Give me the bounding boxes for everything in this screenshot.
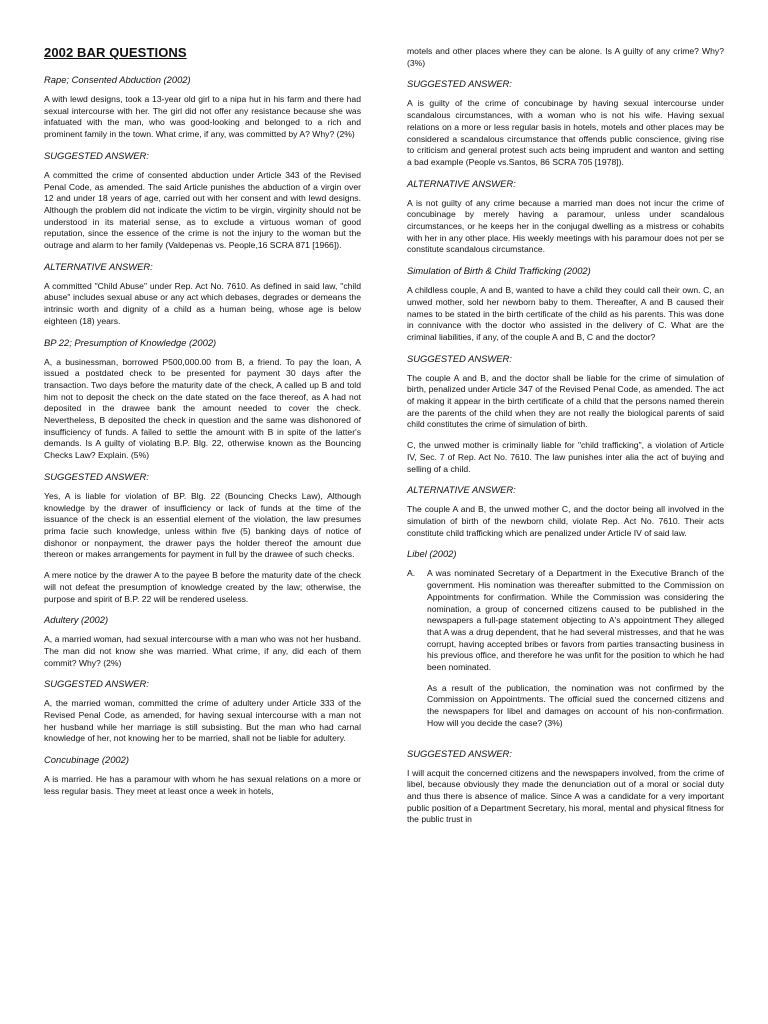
section-heading: ALTERNATIVE ANSWER: bbox=[44, 260, 153, 272]
section-heading: SUGGESTED ANSWER: bbox=[44, 149, 149, 161]
section-heading: BP 22; Presumption of Knowledge (2002) bbox=[44, 336, 217, 348]
list-marker: A. bbox=[407, 568, 416, 579]
paragraph: A childless couple, A and B, wanted to have a child they could call their own. C, an unwed mother, sold her newborn baby to them. Thereafter, A and B caused their names to be stated in the birth certificate of the child as his parents. This was done in connivance with the doctor who assisted in the delivery of C. What are the criminal liabilities, if any, of the couple A and B, C and the doctor? bbox=[407, 285, 724, 342]
section-heading: Adultery (2002) bbox=[44, 614, 109, 626]
paragraph: A committed "Child Abuse" under Rep. Act No. 7610. As defined in said law, "child abuse" includes sexual abuse or any act which debases, degrades or demeans the intrinsic worth and dignity of a child as a human being, whose age is below eighteen (18) years. bbox=[44, 280, 361, 326]
paragraph: Yes, A is liable for violation of BP. Blg. 22 (Bouncing Checks Law), Although knowledge by the drawer of insufficiency or lack of funds at the time of the issuance of the check is an essential element of the violation, the law presumes prima facie such knowledge, unless within five (5) banking days of notice of dishonor or nonpayment, the drawer pays the holder thereof the amount due thereon or makes arrangements for payment in full by the drawee of such checks. bbox=[44, 490, 361, 560]
section-heading: SUGGESTED ANSWER: bbox=[407, 78, 512, 90]
section-heading: Rape; Consented Abduction (2002) bbox=[44, 74, 191, 85]
section-heading: SUGGESTED ANSWER: bbox=[44, 678, 149, 690]
right-flow bbox=[407, 46, 724, 826]
page-title: 2002 BAR QUESTIONS bbox=[44, 45, 187, 60]
paragraph: I will acquit the concerned citizens and the newspapers involved, from the crime of libel, because obviously they made the denunciation out of a moral or social duty and thus there is absence of malice. Since A was a candidate for a very important public position of a Department Secretary, his moral, mental and physical fitness for the public trust in bbox=[407, 767, 725, 825]
list-item bbox=[407, 568, 724, 738]
paragraph: C, the unwed mother is criminally liable for "child trafficking", a violation of Article IV, Sec. 7 of Rep. Act No. 7610. The law punishes inter alia the act of buying and selling of a child. bbox=[407, 440, 724, 474]
list-item-body bbox=[427, 568, 724, 738]
paragraph: A, a married woman, had sexual intercourse with a man who was not her husband. The man did not know she was married. What crime, if any, did each of them commit? Why? (2%) bbox=[44, 634, 361, 668]
section-heading: Concubinage (2002) bbox=[44, 754, 129, 766]
paragraph: motels and other places where they can be alone. Is A guilty of any crime? Why? (3%) bbox=[407, 46, 724, 68]
paragraph: A with lewd designs, took a 13-year old girl to a nipa hut in his farm and there had sexual intercourse with her. The girl did not offer any resistance because she was infatuated with the man, who was good-looking and belonged to a rich and prominent family in the town. What crime, if any, was committed by A? Why? (2%) bbox=[44, 94, 361, 140]
paragraph: The couple A and B, the unwed mother C, and the doctor being all involved in the simulation of birth of the newborn child, violate Rep. Act No. 7610. Their acts constitute child trafficking which are penalized under Article IV of said law. bbox=[407, 504, 724, 538]
paragraph: A, a businessman, borrowed P500,000.00 from B, a friend. To pay the loan, A issued a postdated check to be presented for payment 30 days after the transaction. Two days before the maturity date of the check, A called up B and told him not to deposit the check on the date stated on the face thereof, as A had not deposited in the drawee bank the amount needed to cover the check. Nevertheless, B deposited the check in question and the same was dishonored of insufficiency of funds. A failed to settle the amount with B in spite of the latter's demands. Is A guilty of violating B.P. Blg. 22, otherwise known as the Bouncing Checks Law? Explain. (5%) bbox=[44, 356, 361, 461]
left-column bbox=[44, 40, 361, 807]
paragraph: A committed the crime of consented abduction under Article 343 of the Revised Penal Code, as amended. The said Article punishes the abduction of a virgin over 12 and under 18 years of age, carried out with her consent and with lewd designs. Although the problem did not indicate the victim to be virgin, virginity should not be understood in its material sense, as to exclude a virtuous woman of good reputation, since the essence of the crime is not the injury to the woman but the outrage and alarm to her family (Valdepenas vs. People,16 SCRA 871 [1966]). bbox=[44, 169, 361, 251]
paragraph: A mere notice by the drawer A to the payee B before the maturity date of the check will not defeat the presumption of knowledge created by the law; otherwise, the purpose and spirit of B.P. 22 will be rendered useless. bbox=[44, 570, 361, 604]
section-heading: ALTERNATIVE ANSWER: bbox=[407, 177, 516, 189]
paragraph: A was nominated Secretary of a Department in the Executive Branch of the government. His nomination was thereafter submitted to the Commission on Appointments for confirmation. While the Commission was considering the nomination, a group of concerned citizens caused to be published in the newspapers a full-page statement objecting to A's appointment They alleged that A was a drug dependent, that he had several mistresses, and that he was corrupt, having accepted bribes or favors from parties transacting business in his previous office, and therefore he was unfit for the position to which he had been nominated. bbox=[427, 568, 724, 673]
right-column bbox=[407, 46, 724, 835]
section-heading: SUGGESTED ANSWER: bbox=[407, 352, 512, 364]
section-heading: Libel (2002) bbox=[407, 548, 457, 560]
left-flow bbox=[44, 74, 361, 798]
paragraph: The couple A and B, and the doctor shall be liable for the crime of simulation of birth, penalized under Article 347 of the Revised Penal Code, as amended. The act of making it appear in the birth certificate of a child that the persons named therein are the parents of the child when they are not really the biological parents of said child constitutes the crime of simulation of birth. bbox=[407, 372, 724, 430]
paragraph: A is not guilty of any crime because a married man does not incur the crime of concubinage by merely having a paramour, unless under scandalous circumstances, or he keeps her in the conjugal dwelling as a mistress or cohabits with her in any other place. His weekly meetings with his paramour does not per se constitute scandalous circumstance. bbox=[407, 197, 724, 255]
paragraph: As a result of the publication, the nomination was not confirmed by the Commission on Appointments. The official sued the concerned citizens and the newspapers for libel and damages on account of his non-confirmation. How will you decide the case? (3%) bbox=[427, 682, 724, 728]
section-heading: ALTERNATIVE ANSWER: bbox=[407, 484, 516, 496]
paragraph: A is married. He has a paramour with whom he has sexual relations on a more or less regular basis. They meet at least once a week in hotels, bbox=[44, 774, 361, 796]
section-heading: SUGGESTED ANSWER: bbox=[44, 470, 149, 482]
paragraph: A is guilty of the crime of concubinage by having sexual intercourse under scandalous circumstances, with a woman who is not his wife. Having sexual relations on a more or less regular basis in hotels, motels and other places may be considered a scandalous circumstance that offends public conscience, giving rise to criticism and general protest such acts being imprudent and wanton and setting a bad example (People vs.Santos, 86 SCRA 705 [1978]). bbox=[407, 98, 724, 167]
section-heading: Simulation of Birth & Child Trafficking (2002) bbox=[407, 265, 591, 277]
section-heading: SUGGESTED ANSWER: bbox=[407, 747, 512, 759]
paragraph: A, the married woman, committed the crime of adultery under Article 333 of the Revised Penal Code, as amended, for having sexual intercourse with a man not her husband while her marriage is still subsisting. But the man who had carnal knowledge of her, not knowing her to be married, shall not be liable for adultery. bbox=[44, 698, 361, 744]
